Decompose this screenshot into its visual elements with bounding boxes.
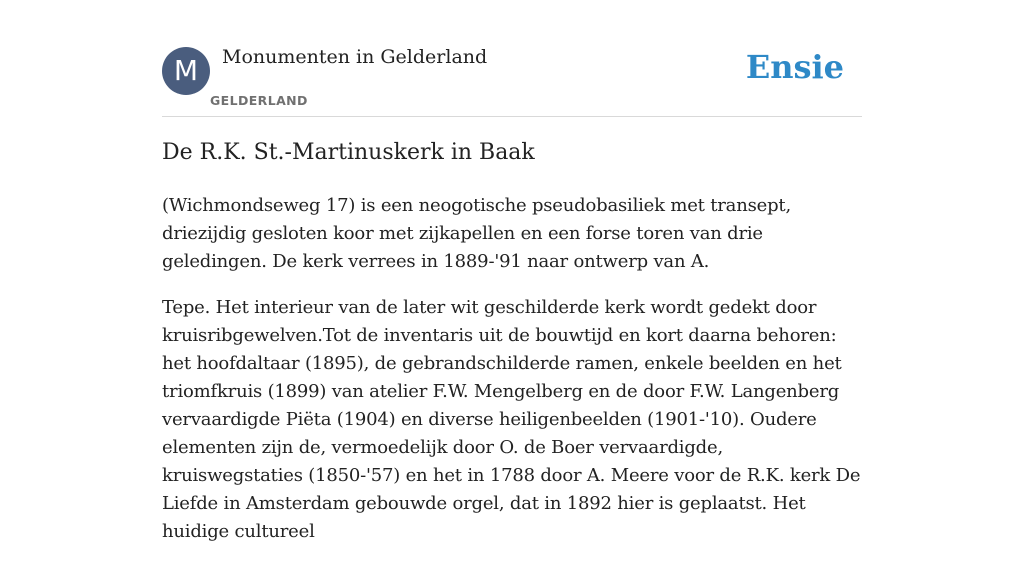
header — [162, 44, 862, 117]
category-label[interactable]: GELDERLAND — [210, 93, 308, 108]
article-paragraph: Tepe. Het interieur van de later wit geschilderde kerk wordt gedekt door kruisribgewelven.Tot de inventaris uit de bouwtijd en kort daarna behoren: het hoofdaltaar (1895), de gebrandschilderde ramen, enkele beelden en het triomfkruis (1899) van atelier F.W. Mengelberg en de door F.W. Langenberg vervaardigde Piëta (1904) en diverse heiligenbeelden (1901-'10). Oudere elementen zijn de, vermoedelijk door O. de Boer vervaardigde, kruiswegstaties (1850-'57) en het in 1788 door A. Meere voor de R.K. kerk De Liefde in Amsterdam gebouwde orgel, dat in 1892 hier is geplaatst. Het huidige cultureel — [162, 297, 861, 542]
article-title: De R.K. St.-Martinuskerk in Baak — [162, 140, 535, 165]
article-paragraph: (Wichmondseweg 17) is een neogotische pseudobasiliek met transept, driezijdig gesloten koor met zijkapellen en een forse toren van drie geledingen. De kerk verrees in 1889-'91 naar ontwerp van A. — [162, 195, 791, 272]
brand-logo[interactable]: Ensie — [745, 48, 844, 86]
book-title-link[interactable]: Monumenten in Gelderland — [222, 46, 488, 68]
avatar[interactable]: M — [162, 47, 210, 95]
article-body — [162, 192, 862, 564]
